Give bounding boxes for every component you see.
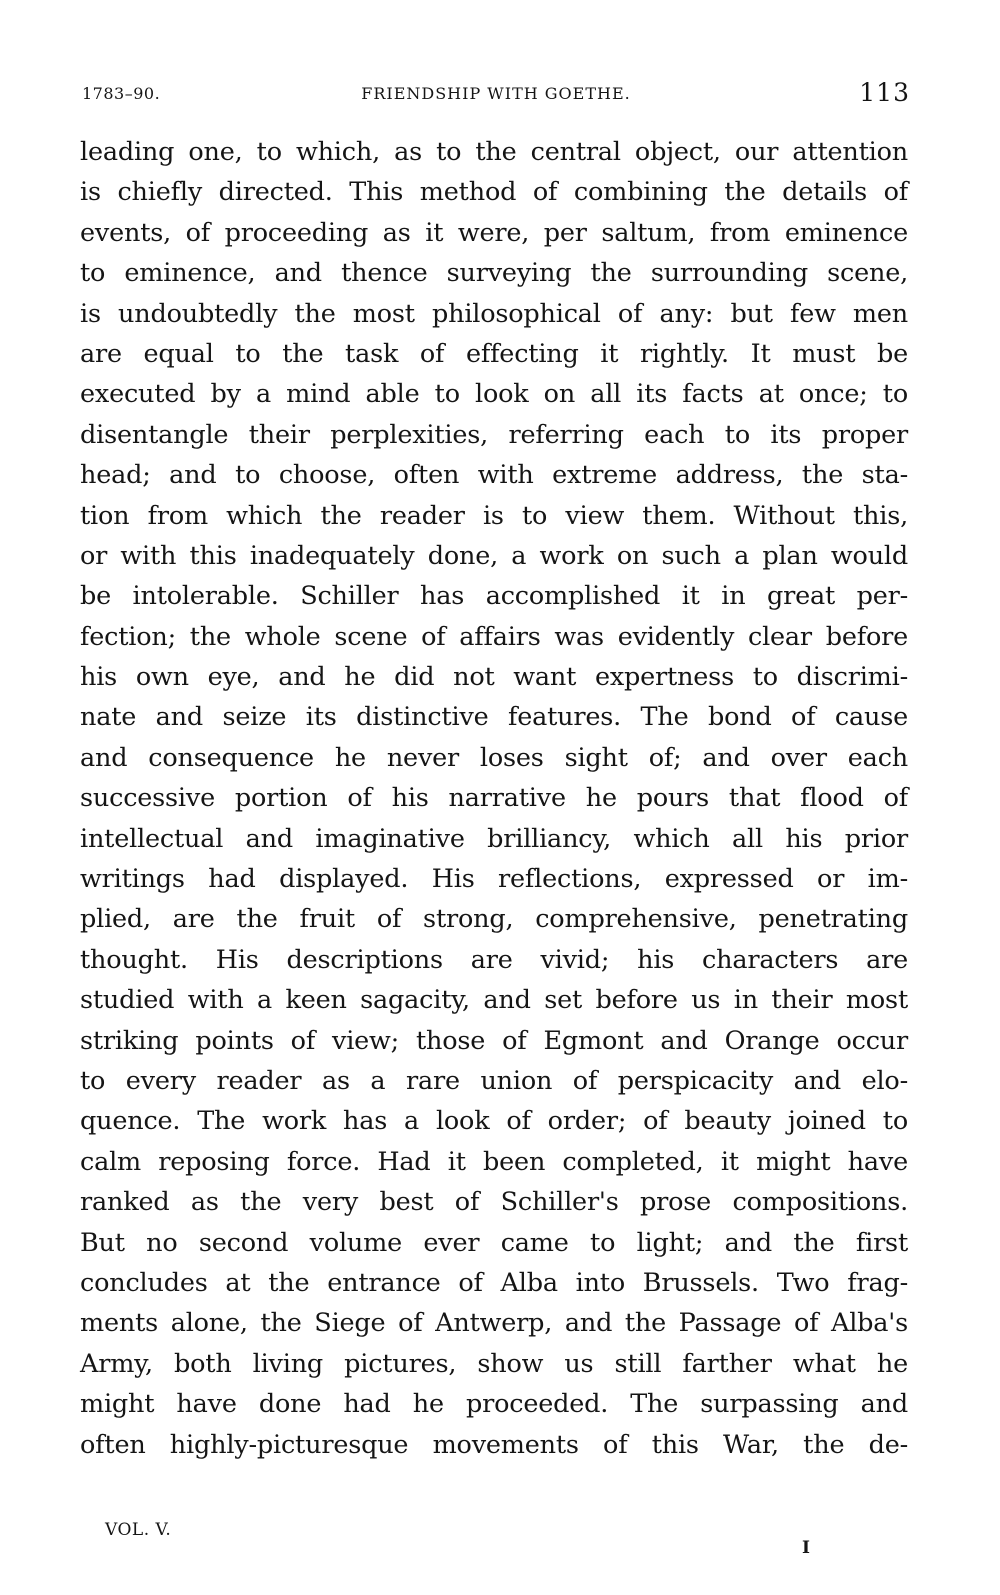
text-line: events, of proceeding as it were, per saltum, from eminence — [80, 217, 908, 248]
text-line: leading one, to which, as to the central object, our attention — [80, 137, 908, 167]
text-line: and consequence he never loses sight of; and over each — [80, 742, 908, 773]
text-line: calm reposing force. Had it been completed, it might have — [80, 1146, 908, 1177]
text-line: his own eye, and he did not want expertness to discrimi- — [80, 662, 908, 693]
text-line: to every reader as a rare union of perspicacity and elo- — [80, 1065, 908, 1096]
text-line: are equal to the task of effecting it rightly. It must be — [80, 338, 908, 369]
text-line: to eminence, and thence surveying the surrounding scene, — [80, 258, 908, 289]
text-line: intellectual and imaginative brilliancy, which all his prior — [80, 823, 908, 854]
text-line: plied, are the fruit of strong, comprehensive, penetrating — [80, 904, 908, 935]
running-head — [82, 80, 910, 110]
body-text — [80, 132, 908, 1465]
text-line: thought. His descriptions are vivid; his characters are — [80, 944, 908, 975]
text-line: disentangle their perplexities, referring each to its proper — [80, 419, 908, 450]
text-line: tion from which the reader is to view them. Without this, — [80, 500, 908, 531]
page-number: 113 — [859, 78, 910, 107]
text-line: fection; the whole scene of affairs was evidently clear before — [80, 621, 908, 652]
running-head-title: FRIENDSHIP WITH GOETHE. — [361, 84, 631, 103]
volume-label: VOL. V. — [105, 1520, 172, 1540]
text-line: quence. The work has a look of order; of beauty joined to — [80, 1106, 908, 1137]
running-head-years: 1783–90. — [82, 84, 161, 103]
signature-mark: I — [802, 1538, 810, 1558]
text-line: be intolerable. Schiller has accomplished it in great per- — [80, 581, 908, 612]
text-line: executed by a mind able to look on all its facts at once; to — [80, 379, 908, 410]
text-line: ranked as the very best of Schiller's prose compositions. — [80, 1187, 908, 1218]
text-line: ments alone, the Siege of Antwerp, and the Passage of Alba's — [80, 1308, 908, 1339]
text-line: or with this inadequately done, a work on such a plan would — [80, 540, 908, 571]
text-line: successive portion of his narrative he pours that flood of — [80, 783, 908, 814]
text-line: But no second volume ever came to light; and the first — [80, 1227, 908, 1258]
text-line: striking points of view; those of Egmont and Orange occur — [80, 1025, 908, 1056]
text-line: might have done had he proceeded. The surpassing and — [80, 1389, 908, 1420]
text-line: concludes at the entrance of Alba into Brussels. Two frag- — [80, 1267, 908, 1298]
text-line: head; and to choose, often with extreme address, the sta- — [80, 460, 908, 491]
page-footer — [80, 1520, 908, 1560]
text-line: often highly-picturesque movements of this War, the de- — [80, 1429, 908, 1460]
text-line: writings had displayed. His reflections, expressed or im- — [80, 864, 908, 895]
text-line: studied with a keen sagacity, and set before us in their most — [80, 985, 908, 1016]
text-line: is undoubtedly the most philosophical of any: but few men — [80, 298, 908, 329]
text-line: is chiefly directed. This method of combining the details of — [80, 177, 908, 208]
text-line: Army, both living pictures, show us still farther what he — [80, 1348, 908, 1379]
text-line: nate and seize its distinctive features. The bond of cause — [80, 702, 908, 733]
